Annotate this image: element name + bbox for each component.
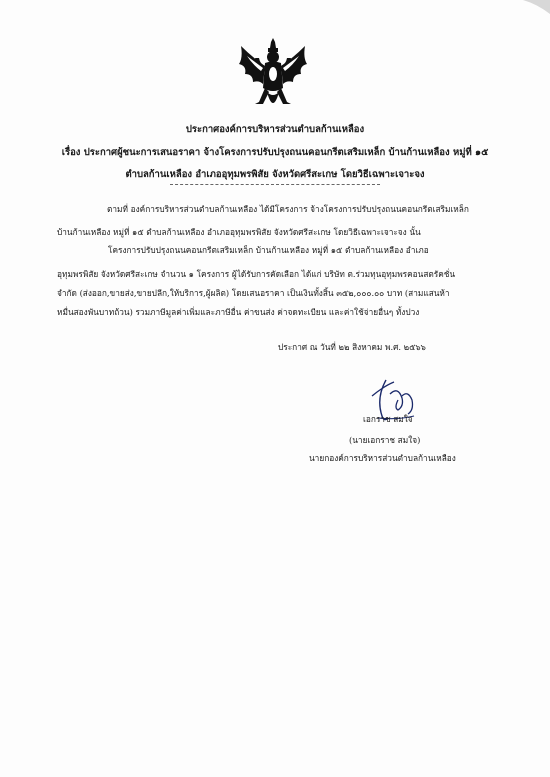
body-line-2: บ้านก้านเหลือง หมู่ที่ ๑๕ ตำบลก้านเหลือง อำเภออุทุมพรพิสัย จังหวัดศรีสะเกษ โดยวิธีเฉพาะเจาะจง นั้น [57, 227, 421, 237]
announcement-location: ตำบลก้านเหลือง อำเภออุทุมพรพิสัย จังหวัดศรีสะเกษ โดยวิธีเฉพาะเจาะจง [125, 169, 425, 180]
body-line-4: อุทุมพรพิสัย จังหวัดศรีสะเกษ จำนวน ๑ โครงการ ผู้ได้รับการคัดเลือก ได้แก่ บริษัท ต.ร่วมทุนอุทุมพรคอนสตรัคชั่น [57, 269, 456, 279]
body-line-6: หมื่นสองพันบาทถ้วน) รวมภาษีมูลค่าเพิ่มและภาษีอื่น ค่าขนส่ง ค่าจดทะเบียน และค่าใช้จ่ายอื่นๆ ทั้งปวง [57, 307, 420, 317]
body-line-5: จำกัด (ส่งออก,ขายส่ง,ขายปลีก,ให้บริการ,ผู้ผลิต) โดยเสนอราคา เป็นเงินทั้งสิ้น ๓๕๒,๐๐๐.๐๐ บาท (สามแสนห้า [57, 288, 450, 298]
signatory-position: นายกองค์การบริหารส่วนตำบลก้านเหลือง [309, 453, 456, 463]
announcement-org-title: ประกาศองค์การบริหารส่วนตำบลก้านเหลือง [185, 124, 365, 135]
garuda-emblem-icon [233, 38, 313, 118]
title-divider [170, 184, 380, 185]
page-fold-shadow [515, 0, 550, 18]
signatory-name-parenthesized: (นายเอกราช สมใจ) [349, 435, 421, 445]
body-line-1: ตามที่ องค์การบริหารส่วนตำบลก้านเหลือง ได้มีโครงการ จ้างโครงการปรับปรุงถนนคอนกรีตเสริมเหล็ก [107, 204, 469, 214]
announcement-subject: เรื่อง ประกาศผู้ชนะการเสนอราคา จ้างโครงการปรับปรุงถนนคอนกรีตเสริมเหล็ก บ้านก้านเหลือง หมู่ที่ ๑๕ [61, 147, 489, 158]
body-line-3: โครงการปรับปรุงถนนคอนกรีตเสริมเหล็ก บ้านก้านเหลือง หมู่ที่ ๑๕ ตำบลก้านเหลือง อำเภอ [108, 245, 429, 255]
signatory-name: เอกราช สมใจ [363, 414, 413, 424]
announce-date: ประกาศ ณ วันที่ ๒๒ สิงหาคม พ.ศ. ๒๕๖๖ [278, 342, 426, 352]
